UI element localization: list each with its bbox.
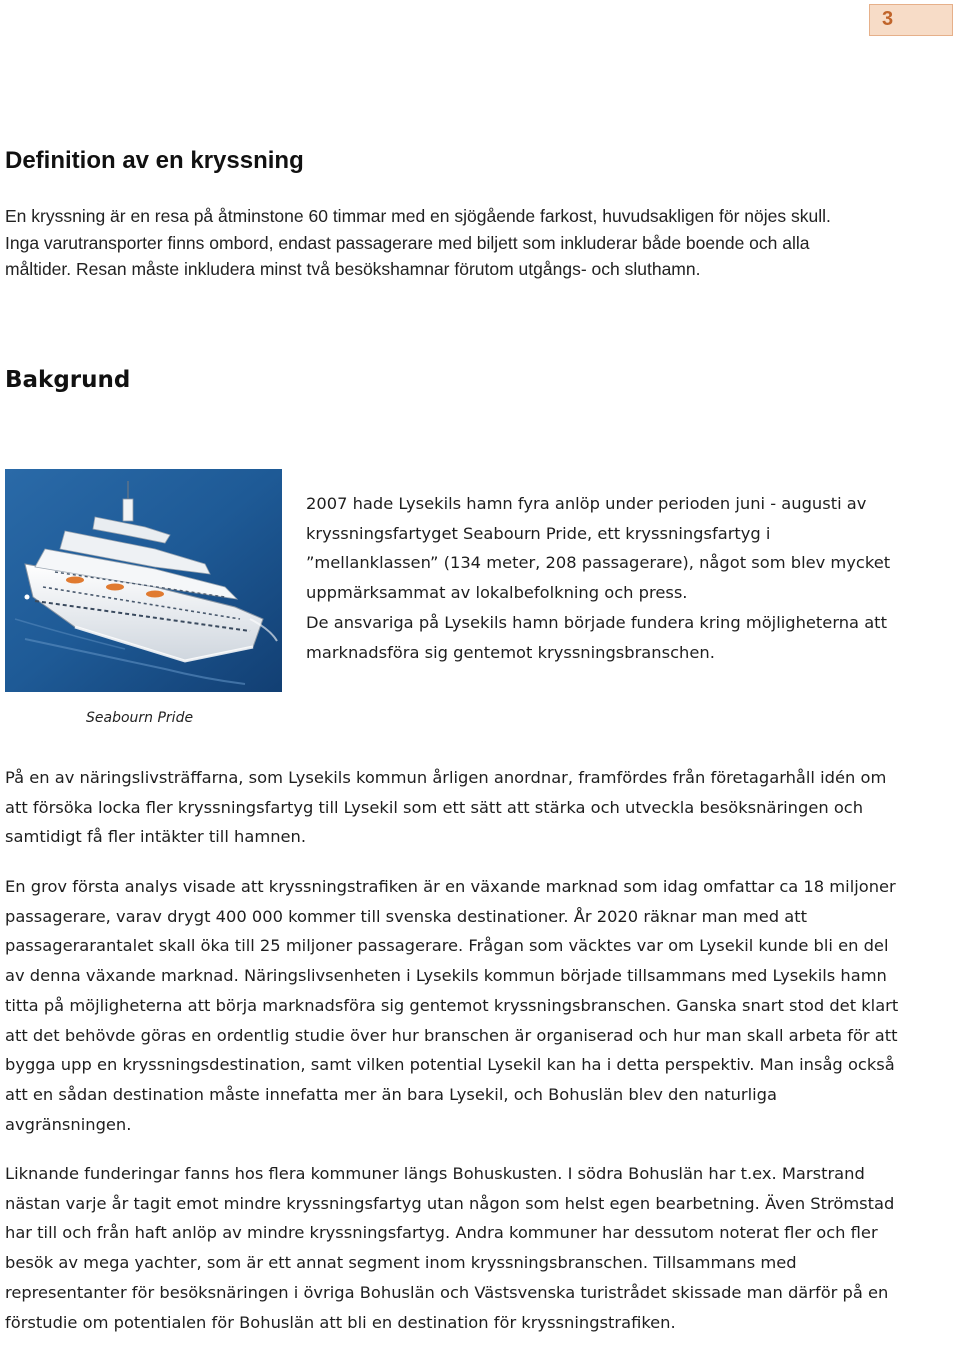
definition-heading: Definition av en kryssning [5, 147, 304, 174]
ship-photo-caption: Seabourn Pride [86, 710, 194, 726]
page-number-badge [869, 4, 953, 36]
definition-text: En kryssning är en resa på åtminstone 60 timmar med en sjögående farkost, huvudsakligen för nöjes skull. Inga varutransporter finns ombord, endast passagerare med biljett som inkluderar både boende och alla måltider. Resan måste inkludera minst två besökshamnar förutom utgångs- och sluthamn. [5, 206, 831, 279]
page-number: 3 [882, 8, 894, 30]
paragraph: På en av näringslivsträffarna, som Lysekils kommun årligen anordnar, framfördes från företagarhåll idén om att försöka locka fler kryssningsfartyg till Lysekil som ett sätt att stärka och utveckla besöksnäringen och samtidigt få fler intäkter till hamnen. [5, 768, 887, 847]
photo-side-text [306, 489, 906, 667]
paragraph: Liknande funderingar fanns hos flera kommuner längs Bohuskusten. I södra Bohuslän har t.ex. Marstrand nästan varje år tagit emot mindre kryssningsfartyg utan någon som helst egen bearbetning. Även Strömstad har till och från haft anlöp av mindre kryssningsfartyg. Andra kommuner har dessutom noterat fler och fler besök av mega yachter, som är ett annat segment inom kryssningsbranschen. Tillsammans med representanter för besöksnäringen i övriga Bohuslän och Västsvenska turistrådet skissade man därför på en förstudie om potentialen för Bohuslän att bli en destination för kryssningstrafiken. [5, 1164, 895, 1332]
side-paragraph: 2007 hade Lysekils hamn fyra anlöp under perioden juni - augusti av kryssningsfartyget Seabourn Pride, ett kryssningsfartyg i ”mellanklassen” (134 meter, 208 passagerare), något som blev mycket uppmärksammat av lokalbefolkning och press. [306, 494, 891, 603]
ship-photo [5, 469, 282, 692]
paragraph: En grov första analys visade att kryssningstrafiken är en växande marknad som idag omfattar ca 18 miljoner passagerare, varav drygt 400 000 kommer till svenska destinationer. År 2020 räknar man med att passagerarantalet skall öka till 25 miljoner passagerare. Frågan som väcktes var om Lysekil kunde bli en del av denna växande marknad. Näringslivsenheten i Lysekils kommun började tillsammans med Lysekils hamn titta på möjligheterna att börja marknadsföra sig gentemot kryssningsbranschen. Ganska snart stod det klart att det behövde göras en ordentlig studie över hur branschen är organiserad och hur man skall arbeta för att bygga upp en kryssningsdestination, samt vilken potential Lysekil kan ha i detta perspektiv. Man insåg också att en sådan destination måste innefatta mer än bara Lysekil, och Bohuslän blev den naturliga avgränsningen. [5, 877, 899, 1134]
side-paragraph: De ansvariga på Lysekils hamn började fundera kring möjligheterna att marknadsföra sig gentemot kryssningsbranschen. [306, 612, 887, 662]
background-heading: Bakgrund [5, 367, 131, 393]
